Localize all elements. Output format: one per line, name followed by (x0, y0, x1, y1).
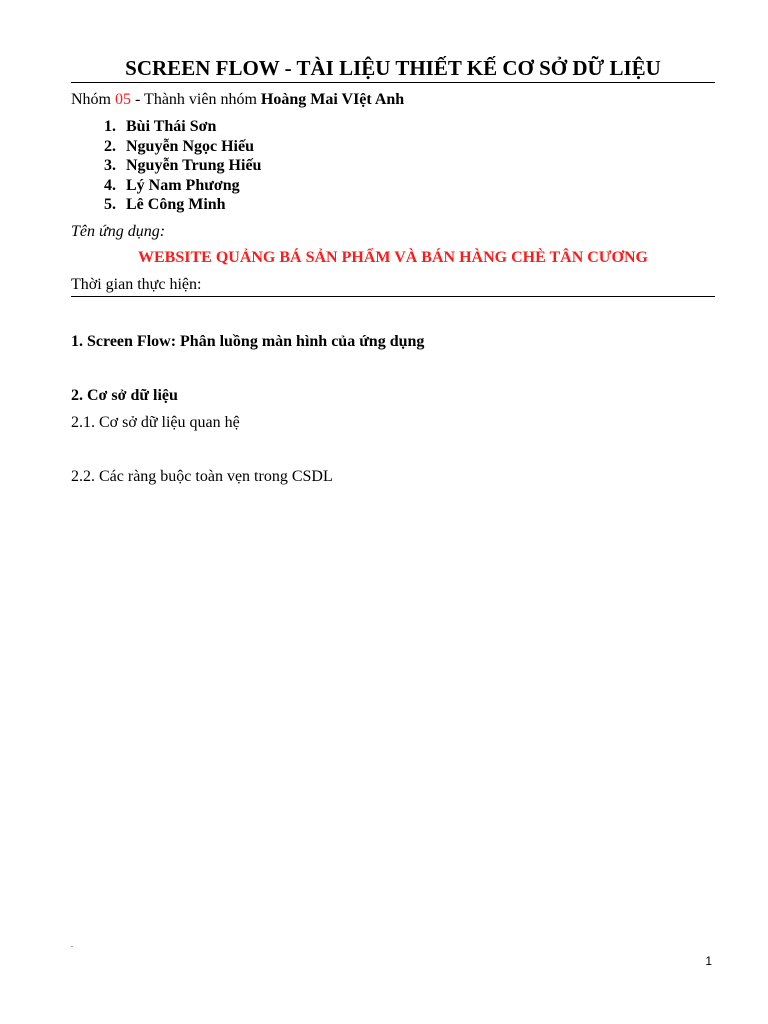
member-number: 2. (104, 137, 116, 155)
section-heading-screen-flow: 1. Screen Flow: Phân luồng màn hình của ứng dụng (71, 333, 425, 350)
section-heading-database: 2. Cơ sở dữ liệu (71, 387, 178, 404)
member-name: Lý Nam Phương (126, 176, 240, 194)
member-number: 4. (104, 176, 116, 194)
time-label: Thời gian thực hiện: (71, 276, 202, 293)
member-list (71, 117, 261, 215)
group-number: 05 (115, 91, 131, 108)
group-leader: Hoàng Mai VIệt Anh (260, 91, 405, 108)
document-title: SCREEN FLOW - TÀI LIỆU THIẾT KẾ CƠ SỞ DỮ LIỆU (125, 56, 661, 80)
group-info-line (71, 90, 404, 110)
member-name: Nguyễn Ngọc Hiếu (126, 137, 254, 155)
app-name: WEBSITE QUẢNG BÁ SẢN PHẨM VÀ BÁN HÀNG CHÈ TÂN CƯƠNG (138, 249, 648, 266)
header-divider (71, 296, 715, 297)
member-number: 1. (104, 118, 116, 135)
list-item (71, 156, 261, 176)
list-item (71, 176, 261, 196)
app-name-label: Tên ứng dụng: (71, 223, 166, 240)
page-number: 1 (705, 954, 712, 968)
group-members-label: - Thành viên nhóm (131, 91, 261, 108)
list-item (71, 195, 261, 215)
member-name: Nguyễn Trung Hiếu (126, 157, 262, 174)
subsection-integrity-constraints: 2.2. Các ràng buộc toàn vẹn trong CSDL (71, 468, 333, 485)
member-number: 3. (104, 157, 116, 174)
footer-mark: . (71, 940, 73, 949)
group-prefix: Nhóm (71, 91, 115, 108)
member-number: 5. (104, 196, 116, 213)
list-item (71, 117, 261, 137)
list-item (71, 137, 261, 157)
member-name: Lê Công Minh (126, 196, 226, 213)
title-divider (71, 82, 715, 83)
subsection-relational-db: 2.1. Cơ sở dữ liệu quan hệ (71, 414, 240, 431)
member-name: Bùi Thái Sơn (126, 118, 217, 135)
